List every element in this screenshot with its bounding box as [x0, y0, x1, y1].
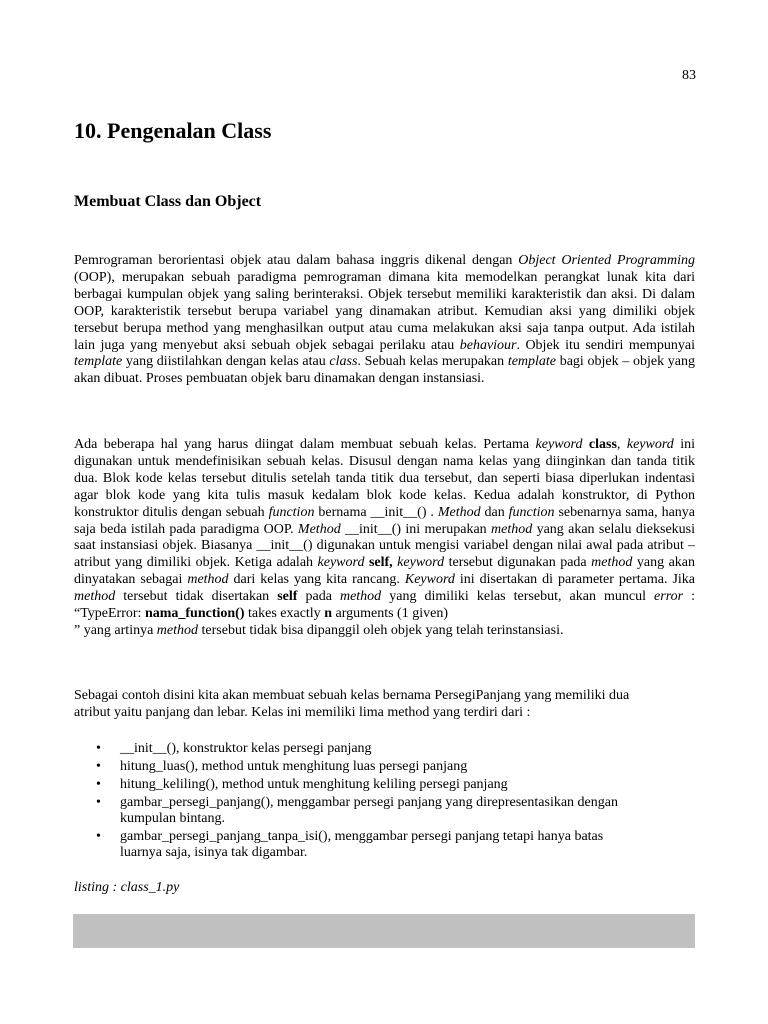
list-item: • __init__(), konstruktor kelas persegi panjang	[74, 741, 695, 757]
chapter-title: 10. Pengenalan Class	[74, 118, 272, 143]
list-item: • hitung_luas(), method untuk menghitung luas persegi panjang	[74, 759, 695, 775]
list-item: • hitung_keliling(), method untuk menghitung keliling persegi panjang	[74, 777, 695, 793]
list-item: • gambar_persegi_panjang_tanpa_isi(), menggambar persegi panjang tetapi hanya batas luarnya saja, isinya tak digambar.	[74, 829, 695, 861]
code-listing-box	[73, 914, 695, 948]
list-item: • gambar_persegi_panjang(), menggambar persegi panjang yang direpresentasikan dengan kumpulan bintang.	[74, 795, 695, 827]
paragraph-oop-intro: Pemrograman berorientasi objek atau dalam bahasa inggris dikenal dengan Object Oriented Programming (OOP), merupakan sebuah paradigma pemrograman dimana kita memodelkan perangkat lunak kita dari berbagai kumpulan objek yang saling berinteraksi. Objek tersebut memiliki karakteristik dan aksi. Di dalam OOP, karakteristik tersebut berupa variabel yang dinamakan atribut. Kemudian aksi yang dimiliki objek tersebut berupa method yang menghasilkan output atau cuma melakukan aksi saja tanpa output. Ada istilah lain juga yang menyebut aksi sebuah objek sebagai perilaku atau behaviour. Objek itu sendiri mempunyai template yang diistilahkan dengan kelas atau class. Sebuah kelas merupakan template bagi objek – objek yang akan dibuat. Proses pembuatan objek baru dinamakan dengan instansiasi.	[74, 253, 695, 387]
paragraph-example-intro: Sebagai contoh disini kita akan membuat sebuah kelas bernama PersegiPanjang yang memiliki dua atribut yaitu panjang dan lebar. Kelas ini memiliki lima method yang terdiri dari :	[74, 688, 630, 720]
method-list	[74, 741, 695, 863]
paragraph-class-rules: Ada beberapa hal yang harus diingat dalam membuat sebuah kelas. Pertama keyword class, keyword ini digunakan untuk mendefinisikan sebuah kelas. Disusul dengan nama kelas yang diinginkan dan tanda titik dua. Blok kode kelas tersebut ditulis setelah tanda titik dua tersebut, dan seperti biasa diperlukan indentasi agar blok kode yang kita tulis masuk kedalam blok kode kelas. Kedua adalah konstruktor, di Python konstruktor ditulis dengan sebuah function bernama __init__() . Method dan function sebenarnya sama, hanya saja beda istilah pada paradigma OOP. Method __init__() ini merupakan method yang akan selalu dieksekusi saat instansiasi objek. Biasanya __init__() digunakan untuk mengisi variabel dengan nilai awal pada atribut – atribut yang dimiliki objek. Ketiga adalah keyword self, keyword tersebut digunakan pada method yang akan dinyatakan sebagai method dari kelas yang kita rancang. Keyword ini disertakan di parameter pertama. Jika method tersebut tidak disertakan self pada method yang dimiliki kelas tersebut, akan muncul error : “TypeError: nama_function() takes exactly n arguments (1 given) ” yang artinya method tersebut tidak bisa dipanggil oleh objek yang telah terinstansiasi.	[74, 437, 696, 638]
page-number: 83	[682, 68, 696, 83]
section-title: Membuat Class dan Object	[74, 193, 262, 210]
listing-caption: listing : class_1.py	[74, 880, 180, 895]
